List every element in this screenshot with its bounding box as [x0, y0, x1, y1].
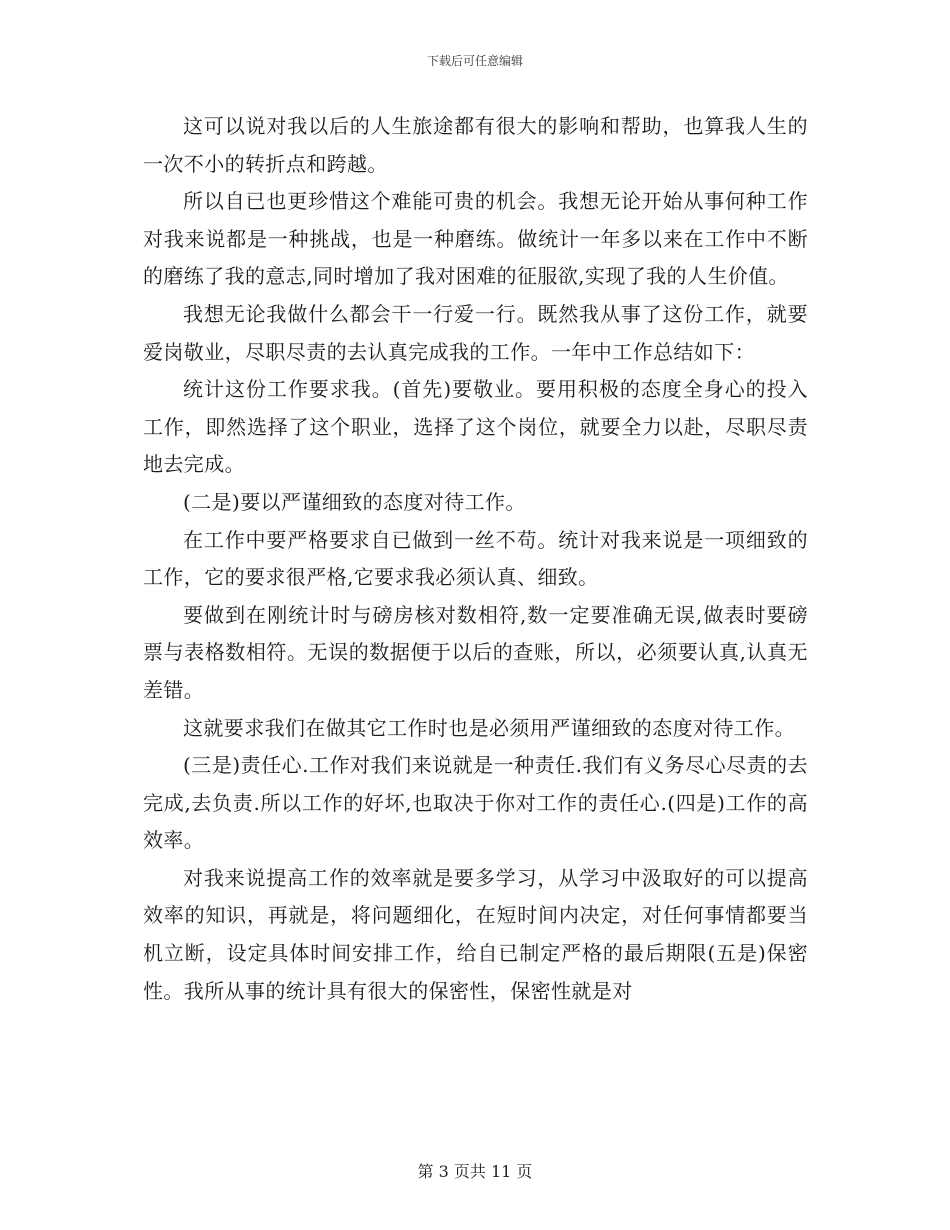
paragraph: 对我来说提高工作的效率就是要多学习，从学习中汲取好的可以提高效率的知识，再就是，将问题细化，在短时间内决定，对任何事情都要当机立断，设定具体时间安排工作，给自已制定严格的最后期限(五是)保密性。我所从事的统计具有很大的保密性，保密性就是对: [143, 865, 808, 1003]
paragraph: 我想无论我做什么都会干一行爱一行。既然我从事了这份工作，就要爱岗敬业，尽职尽责的去认真完成我的工作。一年中工作总结如下：: [143, 301, 808, 364]
paragraph: 这就要求我们在做其它工作时也是必须用严谨细致的态度对待工作。: [183, 715, 795, 740]
page-header: 下载后可任意编辑: [426, 54, 523, 68]
paragraph: 所以自已也更珍惜这个难能可贵的机会。我想无论开始从事何种工作对我来说都是一种挑战，也是一种磨练。做统计一年多以来在工作中不断的磨练了我的意志,同时增加了我对困难的征服欲,实现了我的人生价值。: [143, 189, 808, 289]
paragraph: (三是)责任心.工作对我们来说就是一种责任.我们有义务尽心尽责的去完成,去负责.所以工作的好坏,也取决于你对工作的责任心.(四是)工作的高效率。: [143, 753, 808, 853]
paragraph: (二是)要以严谨细致的态度对待工作。: [183, 489, 526, 514]
paragraph: 这可以说对我以后的人生旅途都有很大的影响和帮助，也算我人生的一次不小的转折点和跨越。: [143, 114, 808, 176]
paragraph: 统计这份工作要求我。(首先)要敬业。要用积极的态度全身心的投入工作，即然选择了这个职业，选择了这个岗位，就要全力以赴，尽职尽责地去完成。: [143, 377, 808, 477]
page-footer: 第 3 页共 11 页: [417, 1162, 533, 1181]
paragraph: 要做到在刚统计时与磅房核对数相符,数一定要准确无误,做表时要磅票与表格数相符。无误的数据便于以后的查账，所以，必须要认真,认真无差错。: [143, 602, 808, 702]
paragraph: 在工作中要严格要求自已做到一丝不苟。统计对我来说是一项细致的工作，它的要求很严格,它要求我必须认真、细致。: [143, 527, 808, 590]
document-body: [143, 108, 808, 1010]
